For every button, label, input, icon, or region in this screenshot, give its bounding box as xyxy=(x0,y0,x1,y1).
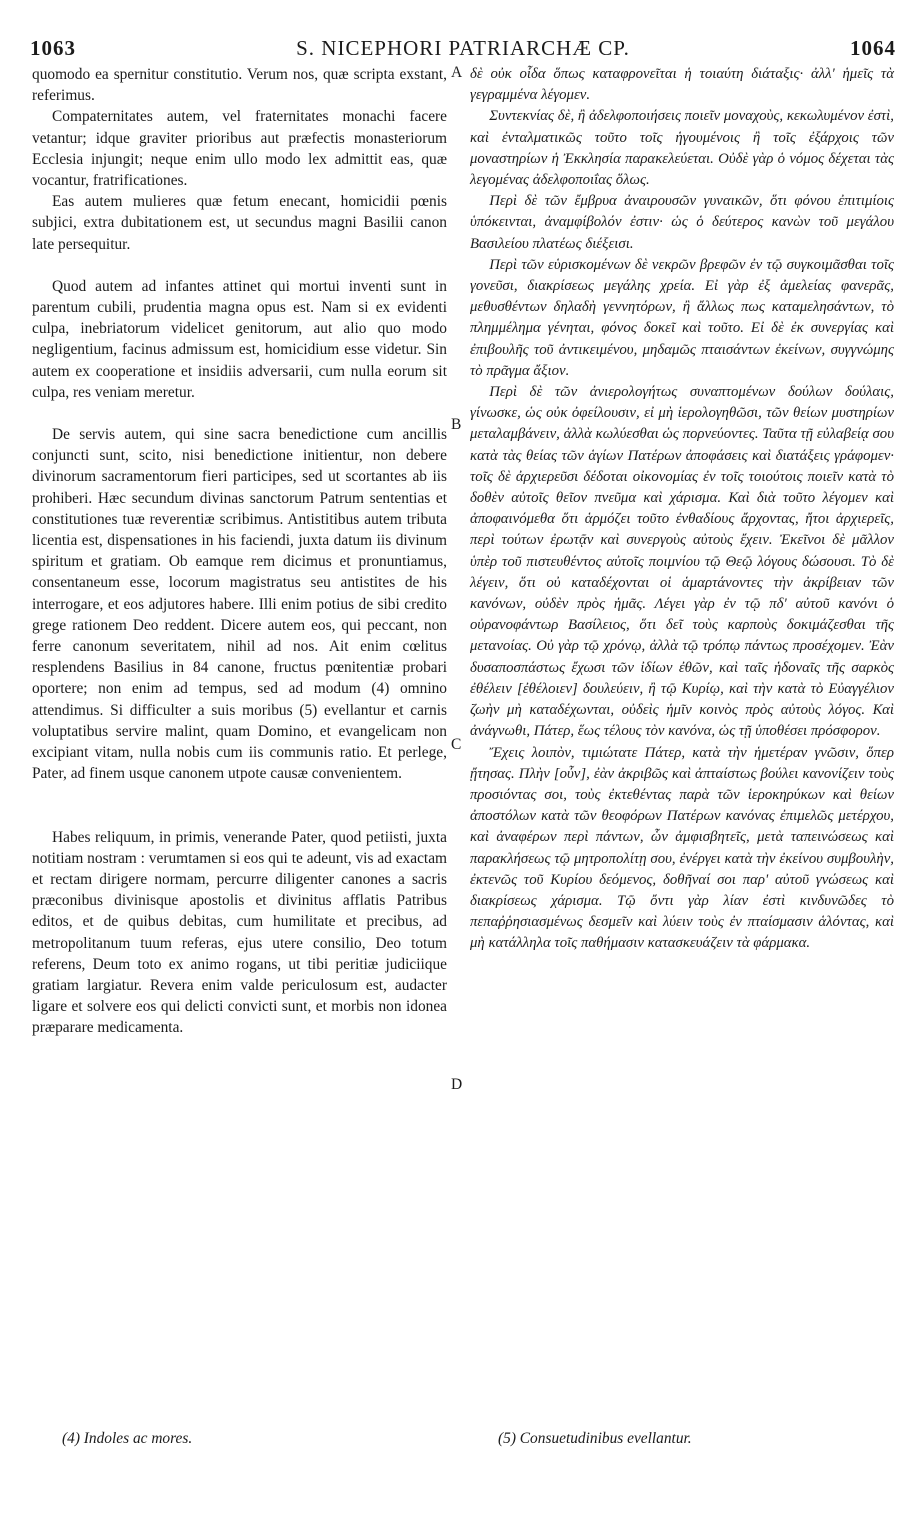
latin-column xyxy=(32,64,447,1039)
footnote-4: (4) Indoles ac mores. xyxy=(62,1430,193,1447)
section-marker-a: A xyxy=(451,64,463,81)
latin-paragraph: Eas autem mulieres quæ fetum enecant, homicidii pœnis subjici, extra dubitationem est, ut secundus magni Basilii canon late persequitur. xyxy=(32,193,447,253)
greek-paragraph: δὲ οὐκ οἶδα ὅπως καταφρονεῖται ἡ τοιαύτη διάταξις· ἀλλ' ἡμεῖς τὰ γεγραμμένα λέγομεν. xyxy=(470,66,894,104)
page-number-left: 1063 xyxy=(30,36,76,60)
latin-paragraph: quomodo ea spernitur constitutio. Verum nos, quæ scripta exstant, referimus. xyxy=(32,66,447,105)
greek-paragraph: Συντεκνίας δὲ, ἢ ἀδελφοποιήσεις ποιεῖν μοναχοὺς, κεκωλυμένον ἐστὶ, καὶ ἐνταλματικῶς τοῦτο τοῖς ἡγουμένοις ἢ τοῖς ἐξάρχοις τῶν μοναστηρίων ἡ Ἐκκλησία παρακελεύεται. Οὐδὲ γὰρ ὁ νόμος δέχεται τὰς λεγομένας ἀδελφοποιΐας ὅλως. xyxy=(470,108,894,189)
latin-paragraph: Quod autem ad infantes attinet qui mortui inventi sunt in parentum cubili, prudentia magna opus est. Nam si ex evidenti culpa, inebriatorum videlicet genitorum, aut alio quo modo negligentium, facinus admissum est, homicidium esse videtur. Sin autem ex cooperatione et insidiis adversarii, cum nulla eorum sit culpa, res veniam meretur. xyxy=(32,277,447,401)
section-marker-b: B xyxy=(451,416,462,433)
greek-paragraph: Περὶ δὲ τῶν ἀνιερολογήτως συναπτομένων δούλων δούλαις, γίνωσκε, ὡς οὐκ ὀφείλουσιν, εἰ μὴ ἱερολογηθῶσι, τῶν θείων μυστηρίων μεταλαμβάνειν, ἀλλὰ κωλύεσθαι ὡς πορνεύοντες. Ταῦτα τῇ εὐλαβείᾳ σου κατὰ τὰς θείας τῶν ἁγίων Πατέρων ἀποφάσεις καὶ διατάξεις γράφομεν· τοῖς δὲ ἀρχιερεῦσι δέδοται οἰκονομίας ἐν τοῖς τοιούτοις ποιεῖν κατὰ τὸ δοθὲν αὐτοῖς θεῖον πνεῦμα καὶ χάρισμα. Καὶ διὰ τοῦτο λέγομεν καὶ ἀποφαινόμεθα ὅτι ἁρμόζει τοῦτο ἐνθαδίους ἄρχοντας, ἤτοι ἀρχιερεῖς, περὶ τούτων ἐρωτᾷν καὶ συνεργοὺς αὐτοὺς ἔχειν. Ἐκεῖνοι δὲ μᾶλλον ὑπὲρ τοῦ πιστευθέντος αὐτοῖς ποιμνίου τῷ Θεῷ λόγους δώσουσι. Τὸ δὲ λέγειν, ὅτι οὐ καταδέχονται οἱ ἁμαρτάνοντες τὴν ἀκρίβειαν τῶν κανόνων, οὐδὲν πρὸς ἡμᾶς. Λέγει γὰρ ἐν τῷ πδ' αὐτοῦ κανόνι ὁ οὐρανοφάντωρ Βασίλειος, ὅτι δεῖ τοὺς καρποὺς δοκιμάζεσθαι τῆς μετανοίας. Οὐ γὰρ τῷ χρόνῳ, ἀλλὰ τῷ τρόπῳ πάντως προσέχομεν. Ἐὰν δυσαποσπάστως ἔχωσι τῶν ἰδίων ἐθῶν, καὶ ταῖς ἡδοναῖς τῆς σαρκὸς ἐθέλειν [ἐθέλοιεν] δουλεύειν, ἢ τῷ Κυρίῳ, καὶ τὴν κατὰ τὸ Εὐαγγέλιον ζωὴν μὴ καταδέχωνται, οὐδεὶς ἡμῖν κοινὸς πρὸς αὐτοὺς λόγος. Καὶ ἀνάγνωθι, Πάτερ, ἕως τέλους τὸν κανόνα, ὡς τῇ ὑποθέσει πρόσφορον. xyxy=(470,384,894,740)
footnote-5: (5) Consuetudinibus evellantur. xyxy=(498,1430,692,1447)
latin-paragraph: Habes reliquum, in primis, venerande Pater, quod petiisti, juxta notitiam nostram : verumtamen si eos qui te adeunt, vis ad exactam et rectam dirigere normam, percurre diligenter canones a sacris præconibus divinisque apostolis et divinitus afflatis Patribus editos, et de quibus debitas, cum humilitate et precibus, ad metropolitanum tuum referas, ejus utere consilio, Deo totum referens, Deum toto ex animo rogans, ut tibi peritiæ judiciique gratiam largiatur. Revera enim valde periculosum est, audacter ligare et solvere eos qui delicti convicti sunt, et morbis non idonea præparare medicamenta. xyxy=(32,828,447,1037)
greek-paragraph: Περὶ δὲ τῶν ἔμβρυα ἀναιρουσῶν γυναικῶν, ὅτι φόνου ἐπιτιμίοις ὑπόκεινται, ἀναμφίβολόν ἐστιν· ὡς ὁ δεύτερος κανὼν τοῦ μεγάλου Βασιλείου πλατέως διέξεισι. xyxy=(470,193,894,252)
paragraph-gap xyxy=(32,255,447,276)
paragraph-gap xyxy=(32,403,447,424)
latin-paragraph: Compaternitates autem, vel fraternitates monachi facere vetantur; idque graviter prioribus aut præfectis monasteriorum Ecclesia injungit; neque enim ullo modo lex admittit eas, quæ vocantur, fratrificationes. xyxy=(32,108,447,190)
latin-paragraph: De servis autem, qui sine sacra benedictione cum ancillis conjuncti sunt, scito, nisi benedictione initientur, non debere divinorum sacramentorum fieri participes, sed ut scortantes ab iis prohiberi. Hæc secundum divinas sanctorum Patrum sententias et constitutiones tuæ reverentiæ scribimus. Antistitibus autem tributa licentia est, dispensationes in his faciendi, juxta datum iis divinum spiritum et gratiam. Ob eamque rem dicimus et pronuntiamus, consentaneum esse, locorum magistratus seu antistites de his interrogare, et eos adjutores habere. Illi enim potius de sibi credito grege rationem Deo reddent. Dicere autem eos, qui peccant, non ferre canonum severitatem, nihil ad nos. Ait enim cœlitus resplendens Basilius in 84 canone, fructus pœnitentiæ probari oportere; non enim ad tempus, sed ad modum (4) omnino attendimus. Si difficulter a suis moribus (5) evellantur et carnis voluptatibus servire malint, quam Domino, et evangelicam non excipiant vitam, nulla nobis cum iis communis ratio. Et perlege, Pater, ad finem usque canonem utpote causæ convenientem. xyxy=(32,426,447,783)
section-marker-c: C xyxy=(451,736,462,753)
running-title: S. NICEPHORI PATRIARCHÆ CP. xyxy=(296,36,630,60)
running-header xyxy=(30,36,896,66)
greek-paragraph: Περὶ τῶν εὑρισκομένων δὲ νεκρῶν βρεφῶν ἐν τῷ συγκοιμᾶσθαι τοῖς γονεῦσι, διακρίσεως μεγάλης χρεία. Εἰ γὰρ ἐξ ἀμελείας φανερᾶς, μεθυσθέντων δηλαδὴ γεννητόρων, ἢ ἄλλως πως καταμελησάντων, τὸ πλημμέλημα γένηται, φόνος δοκεῖ καὶ τοῦτο. Εἰ δὲ ἐκ συνεργίας καὶ ἐπιβουλῆς τοῦ ἀντικειμένου, μηδαμῶς πταισάντων ἐκείνων, συγγνώμης τὸ πρᾶγμα ἄξιον. xyxy=(470,256,894,379)
paragraph-gap xyxy=(32,785,447,827)
greek-paragraph: Ἔχεις λοιπὸν, τιμιώτατε Πάτερ, κατὰ τὴν ἡμετέραν γνῶσιν, ὅπερ ᾔτησας. Πλὴν [οὖν], ἐὰν ἀκριβῶς καὶ ἀπταίστως βούλει κανονίζειν τοὺς προσιόντας σοι, τοὺς ἐκτεθέντας παρὰ τῶν ἱεροκηρύκων καὶ θείων ἀποστόλων κατὰ τῶν θεοφόρων Πατέρων κανόνας ἐπιμελῶς μετέρχου, καὶ ἀναφέρων περὶ πάντων, ὧν ἀμφισβητεῖς, μετὰ ταπεινώσεως καὶ παρακλήσεως τῷ μητροπολίτῃ σου, ἐνέργει κατὰ τὴν ἐκείνου συμβουλὴν, ἐκτενῶς τοῦ Κυρίου δεόμενος, δοθῆναί σοι παρ' αὐτοῦ γνώσεως καὶ διακρίσεως χάρισμα. Τῷ ὄντι γὰρ λίαν ἐστὶ κινδυνῶδες τὸ πεπαῤῥησιασμένως δεσμεῖν καὶ λύειν τοὺς ἐν πταίσμασιν ἁλόντας, καὶ μὴ κατάλληλα τοῖς παθήμασιν κατασκευάζειν τὰ φάρμακα. xyxy=(470,744,894,952)
page-number-right: 1064 xyxy=(850,36,896,60)
greek-column xyxy=(470,64,894,955)
section-marker-d: D xyxy=(451,1076,463,1093)
